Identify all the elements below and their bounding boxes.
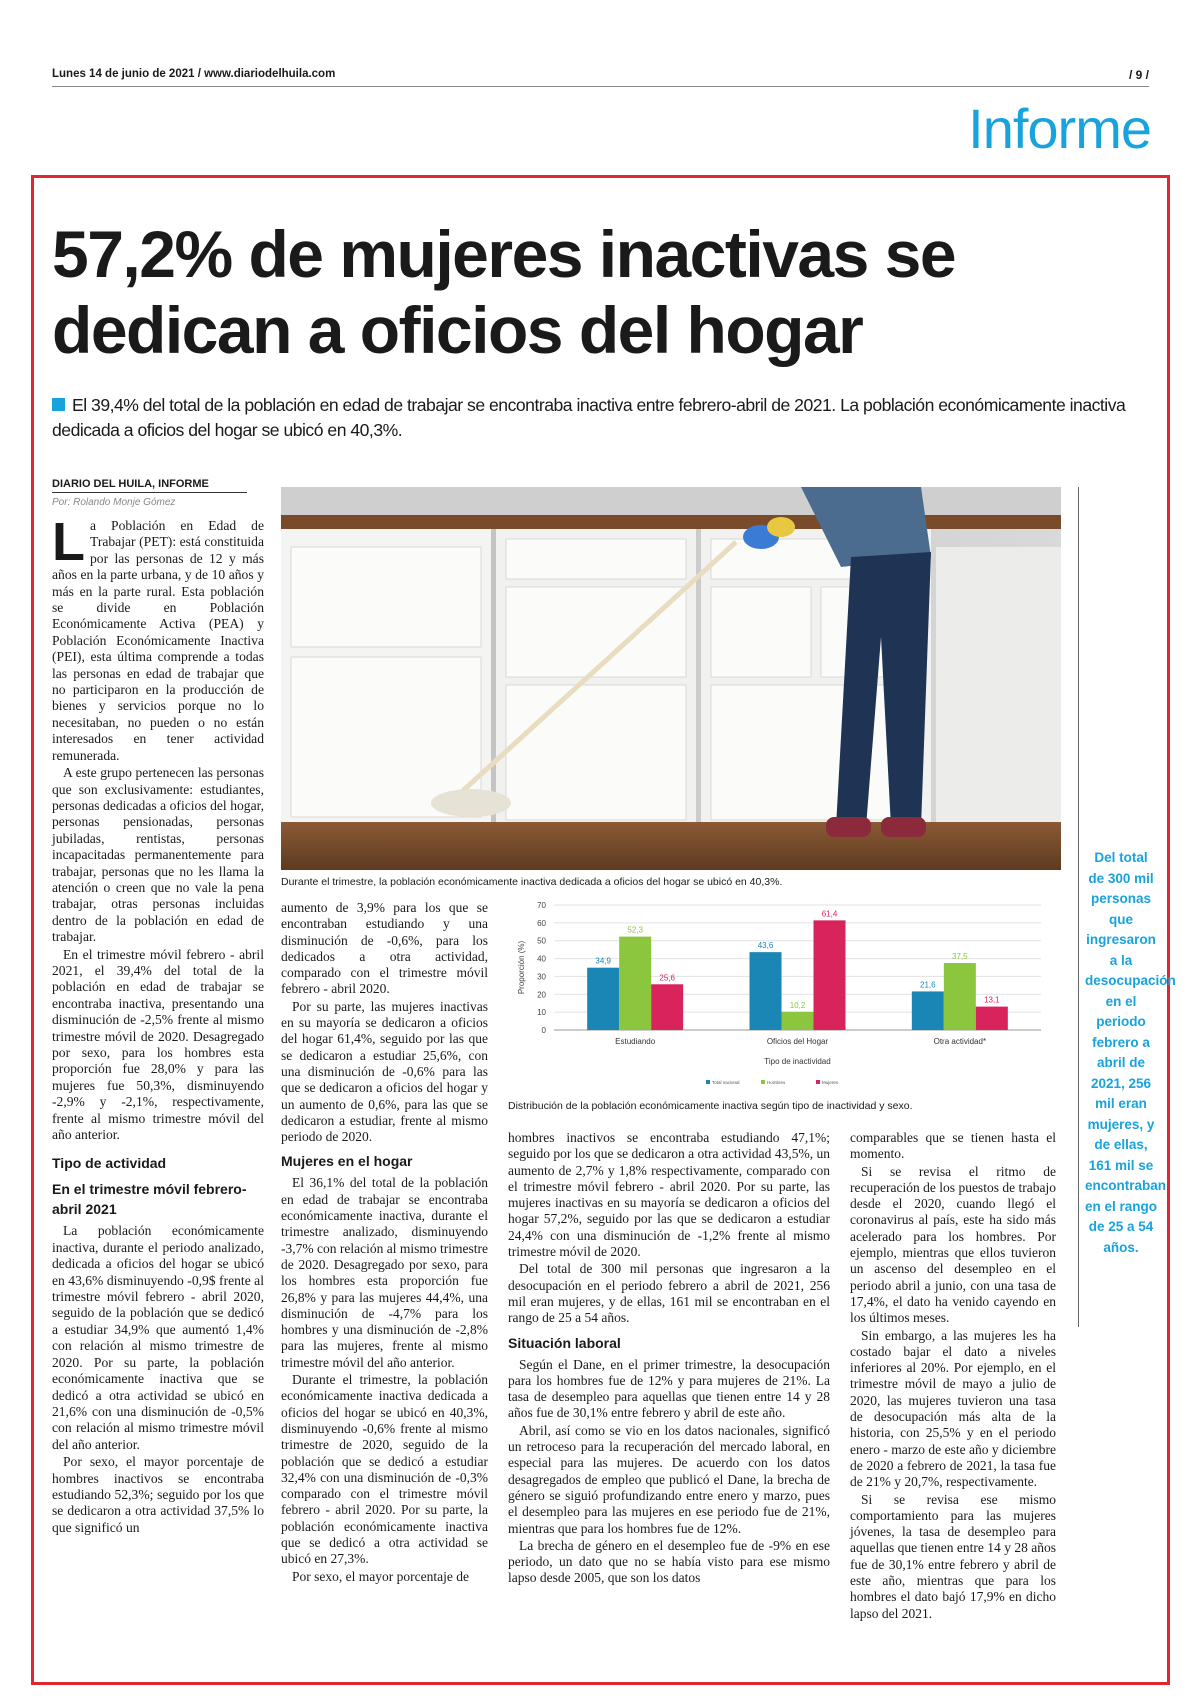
dropcap: L: [52, 512, 85, 572]
y-tick-label: 40: [537, 954, 546, 964]
y-tick-label: 50: [537, 936, 546, 946]
byline: DIARIO DEL HUILA, INFORME: [52, 478, 247, 493]
data-label: 13,1: [984, 995, 1000, 1005]
author: Por: Rolando Monje Gómez: [52, 497, 176, 508]
x-tick-label: Otra actividad*: [933, 1037, 987, 1046]
photo-caption: Durante el trimestre, la población económicamente inactiva dedicada a oficios del hogar se ubicó en 40,3%.: [281, 876, 783, 888]
y-tick-label: 0: [541, 1026, 546, 1035]
x-tick-label: Estudiando: [615, 1037, 656, 1046]
x-axis-label: Tipo de inactividad: [764, 1057, 831, 1066]
y-tick-label: 20: [537, 990, 546, 1000]
paragraph: Del total de 300 mil personas que ingresaron a la desocupación en el periodo febrero a abril de 2021, 256 mil eran mujeres, y de ellas, 161 mil se encontraban en el rango de 25 a 54 años.: [508, 1261, 830, 1326]
data-label: 43,6: [757, 941, 774, 951]
bar-mujeres: [651, 984, 683, 1030]
column-1: [52, 512, 264, 1537]
bar-hombres: [619, 937, 651, 1030]
bullet-square-icon: [52, 398, 65, 411]
inactivity-chart: [506, 895, 1051, 1095]
paragraph: El 36,1% del total de la población en edad de trabajar se encontraba económicamente inactiva, durante el trimestre analizado, disminuyendo -3,7% con relación al mismo trimestre de 2020. Desagregado por sexo, para los hombres esta proporción fue 26,8% y para las mujeres 44,4%, una disminución de -4,7% para los hombres y una disminución de -2,8% para las mujeres, frente al mismo trimestre móvil del año anterior.: [281, 1175, 488, 1370]
paragraph: Por sexo, el mayor porcentaje de hombres inactivos se encontraba estudiando 52,3%; seguido por los que se dedicaron a otra actividad 37,5% lo que significó un: [52, 1454, 264, 1535]
bar-total-nacional: [750, 952, 782, 1030]
paragraph: La brecha de género en el desempleo fue de -9% en ese periodo, un dato que no se había visto para ese mismo lapso desde 2005, que son los datos: [508, 1537, 830, 1586]
data-label: 34,9: [595, 956, 611, 966]
legend-label: Hombres: [767, 1080, 786, 1085]
paragraph: aumento de 3,9% para los que se encontraban estudiando y una disminución de -0,6%, para los dedicados a otra actividad, comparado con el trimestre móvil febrero - abril 2020.: [281, 900, 488, 997]
data-label: 61,4: [821, 909, 838, 919]
subheading: En el trimestre móvil febrero- abril 2021: [52, 1181, 247, 1218]
byline-block: [52, 478, 247, 508]
section-title: Informe: [968, 97, 1151, 160]
paragraph: Por sexo, el mayor porcentaje de: [292, 1568, 469, 1584]
y-tick-label: 60: [537, 918, 546, 928]
paragraph: Sin embargo, a las mujeres les ha costado bajar el dato a niveles inferiores al 20%. Por ejemplo, en el trimestre móvil de mayo a julio de 2020, las mujeres tuvieron una tasa de desocupación más alta de la historia, con 25,5% y en el periodo enero - marzo de este año y diciembre de 2020 a febrero de 2021, la tasa fue de 21% y 20,7%, respectivamente.: [850, 1327, 1056, 1490]
paragraph: Si se revisa el ritmo de recuperación de los puestos de trabajo desde el 2020, cuando llegó el coronavirus al país, este ha sido más acelerado para los hombres. Por ejemplo, mientras que ellos tuvieron un ascenso del desempleo en el periodo abril a junio, con una tasa de 17,4%, el dato ha venido cayendo en los últimos meses.: [850, 1163, 1056, 1326]
chart-svg: [506, 895, 1051, 1095]
legend-swatch: [706, 1080, 710, 1084]
header-rule: [52, 86, 1149, 87]
bar-hombres: [782, 1012, 814, 1030]
y-tick-label: 10: [537, 1008, 546, 1018]
paragraph: La Población en Edad de Trabajar (PET): está constituida por las personas de 12 y más años en la parte urbana, y de 10 años y más en la parte rural. Esta población se divide en Población Económicamente Activa (PEA) y Población Económicamente Inactiva (PEI), esta última comprende a todas las personas en edad de trabajar que no participaron en la producción de bienes y servicios porque no lo necesitaban, no pueden o no están interesados en tener actividad remunerada.: [52, 512, 264, 763]
paragraph: Por su parte, las mujeres inactivas en su mayoría se dedicaron a oficios del hogar 61,4%, seguido por las que se dedicaron a estudiar 25,6%, con una disminución de -0,6% para las que se dedicaron a oficios del hogar y un aumento de 0,6%, para las que se dedicaron a estudiar, frente al mismo periodo de 2020.: [281, 998, 488, 1145]
dateline: Lunes 14 de junio de 2021 / www.diariodelhuila.com: [52, 68, 336, 80]
paragraph: hombres inactivos se encontraba estudiando 47,1%; seguido por los que se dedicaron a otra actividad 43,5%, un aumento de 2,7% y 1,8% respectivamente, comparado con el trimestre móvil febrero - abril 2020. Por su parte, las mujeres inactivas en su mayoría se dedicaron a oficios del hogar 57,2%, seguido por las que se dedicaron a estudiar 24,4% con una disminución de -1,2% frente al mismo trimestre móvil de 2020.: [508, 1130, 830, 1260]
paragraph: Si se revisa ese mismo comportamiento para las mujeres jóvenes, la tasa de desempleo para aquellas que tienen entre 14 y 28 años fue de 30,1% entre febrero y abril de este año, mientras que para los hombres el dato bajó 17,9% en dicho lapso del 2021.: [850, 1491, 1056, 1621]
deck-text: El 39,4% del total de la población en edad de trabajar se encontraba inactiva entre febrero-abril de 2021. La población económicamente inactiva dedicada a oficios del hogar se ubicó en 40,3%.: [52, 395, 1126, 440]
paragraph: Abril, así como se vio en los datos nacionales, significó un retroceso para la recuperación del mercado laboral, en especial para las mujeres. De acuerdo con los datos desagregados de empleo que publicó el Dane, la brecha de género se siguió profundizando entre enero y marzo, pues el desempleo para las mujeres en ese periodo fue de 21%, mientras que para los hombres fue de 12%.: [508, 1422, 830, 1536]
paragraph: Durante el trimestre, la población económicamente inactiva dedicada a oficios del hogar se ubicó en 40,3%, disminuyendo -0,6% frente al mismo trimestre de 2020, seguido de la población que se dedicó a estudiar 32,4% con una disminución de -0,3% comparado con el trimestre móvil febrero - abril 2020. Por su parte, la población económicamente inactiva que se dedicó a otra actividad se ubicó en 27,3%.: [281, 1372, 488, 1567]
legend-label: Total nacional: [712, 1080, 740, 1085]
bar-mujeres: [814, 920, 846, 1030]
subheading: Tipo de actividad: [52, 1155, 167, 1172]
page-number: / 9 /: [1128, 68, 1149, 82]
paragraph: La población económicamente inactiva, durante el periodo analizado, dedicada a oficios del hogar se ubicó en 43,6% disminuyendo -0,9$ frente al trimestre móvil febrero - abril 2020, seguido de la población que se dedicó a estudiar 34,9% que aumentó 1,4% con relación al mismo trimestre de 2020. Por su parte, la población económicamente inactiva que se dedicó a otra actividad se ubicó en 21,6% con una disminución de -0,5% con relación al mismo trimestre móvil del año anterior.: [52, 1223, 264, 1452]
x-tick-label: Oficios del Hogar: [766, 1037, 829, 1046]
kitchen-mopping-photo: [281, 487, 1061, 870]
paragraph: comparables que se tienen hasta el momento.: [850, 1130, 1056, 1162]
data-label: 25,6: [659, 973, 675, 983]
data-label: 52,3: [627, 925, 643, 935]
bar-total-nacional: [912, 991, 944, 1030]
legend-swatch: [816, 1080, 820, 1084]
subheading: Situación laboral: [508, 1334, 621, 1351]
bar-mujeres: [976, 1007, 1008, 1030]
sidebar-pull-quote: Del total de 300 mil personas que ingresaron a la desocupación en el periodo febrero a abril de 2021, 256 mil eran mujeres, y de ellas, 161 mil se encontraban en el rango de 25 a 54 años.: [1085, 850, 1176, 1255]
column-3: [508, 1130, 830, 1588]
bar-total-nacional: [587, 968, 619, 1030]
column-4: [850, 1130, 1056, 1623]
chart-caption: Distribución de la población económicamente inactiva según tipo de inactividad y sexo.: [508, 1100, 913, 1112]
column-2: [281, 900, 488, 1586]
data-label: 21,6: [920, 980, 936, 990]
y-tick-label: 70: [537, 901, 546, 910]
paragraph: Según el Dane, en el primer trimestre, la desocupación para los hombres fue de 12% y para mujeres de 21%. La tasa de desempleo para aquellas que tienen entre 14 y 28 años fue de 30,1% entre febrero y abril de este año.: [508, 1356, 830, 1421]
paragraph: En el trimestre móvil febrero - abril 2021, el 39,4% del total de la población en edad de trabajar se encontraba inactiva, presentando una disminución de -2,5% frente al mismo trimestre móvil de 2020. Desagregado por sexo, para los hombres esta proporción fue 28,0% y para las mujeres fue 50,3%, disminuyendo -2,9% y -2,1%, respectivamente, frente al mismo trimestre móvil del año anterior.: [52, 946, 264, 1143]
legend-label: Mujeres: [822, 1080, 839, 1085]
data-label: 37,5: [952, 952, 968, 962]
legend-swatch: [761, 1080, 765, 1084]
headline: 57,2% de mujeres inactivas se dedican a oficios del hogar: [52, 217, 956, 367]
y-axis-label: Proporción (%): [517, 940, 526, 995]
sidebar-rule: [1078, 487, 1079, 1327]
photo-illustration: [281, 487, 1061, 870]
y-tick-label: 30: [537, 972, 546, 982]
subheading: Mujeres en el hogar: [281, 1153, 413, 1170]
data-label: 10,2: [789, 1000, 806, 1010]
paragraph: A este grupo pertenecen las personas que son exclusivamente: estudiantes, personas dedicadas a oficios del hogar, personas pensionadas, personas jubiladas, rentistas, personas incapacitadas permanentemente para trabajar, personas que no les llama la atención o creen que no vale la pena trabajar, otras personas incluidas dentro de la población en edad de trabajar.: [52, 765, 264, 945]
bar-hombres: [944, 963, 976, 1030]
deck: [52, 393, 1162, 443]
